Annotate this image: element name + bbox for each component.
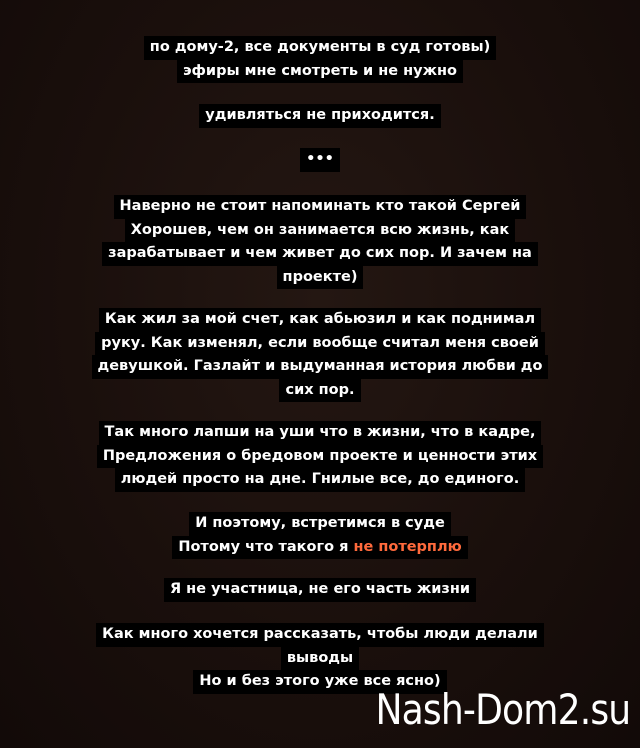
text-line: девушкой. Газлайт и выдуманная история любви до [92,355,549,379]
text-block-court [0,512,640,559]
text-block-documents [0,36,640,83]
text-line: сих пор. [279,379,360,403]
text-line-highlighted [172,536,467,560]
text-line: Как много хочется рассказать, чтобы люди делали [96,623,544,647]
text-line: зарабатывает и чем живет до сих пор. И зачем на [102,242,538,266]
text-line: Так много лапши на уши что в жизни, что в кадре, [99,421,542,445]
highlighted-text: не потерплю [353,538,462,555]
text-line: проекте) [277,266,364,290]
text-line: удивляться не приходится. [199,104,440,128]
ellipsis-icon: ••• [300,148,340,172]
text-block-not-participant [0,578,640,602]
watermark: Nash-Dom2.su [375,685,630,734]
text-line: Предложения о бредовом проекте и ценности этих [97,445,543,469]
text-line: Наверно не стоит напоминать кто такой Сергей [114,195,527,219]
text-block-conclusion [0,623,640,694]
text-line: выводы [281,647,359,671]
text-block-noodles [0,421,640,492]
text-line: по дому-2, все документы в суд готовы) [144,36,496,60]
text-line: эфиры мне смотреть и не нужно [177,60,463,84]
text-line: Как жил за мой счет, как абьюзил и как поднимал [99,308,541,332]
text-line: руку. Как изменял, если вообще считал меня своей [95,332,545,356]
text-line: И поэтому, встретимся в суде [189,512,451,536]
text-line: людей просто на дне. Гнилые все, до единого. [115,468,525,492]
text-prefix: Потому что такого я [178,538,354,555]
text-line: Но и без этого уже все ясно) [193,670,446,694]
ellipsis-separator [0,148,640,172]
text-block-khoroshev [0,195,640,289]
text-block-no-surprise [0,104,640,128]
text-block-abuse [0,308,640,402]
text-line: Я не участница, не его часть жизни [164,578,476,602]
text-line: Хорошев, чем он занимается всю жизнь, как [125,219,516,243]
